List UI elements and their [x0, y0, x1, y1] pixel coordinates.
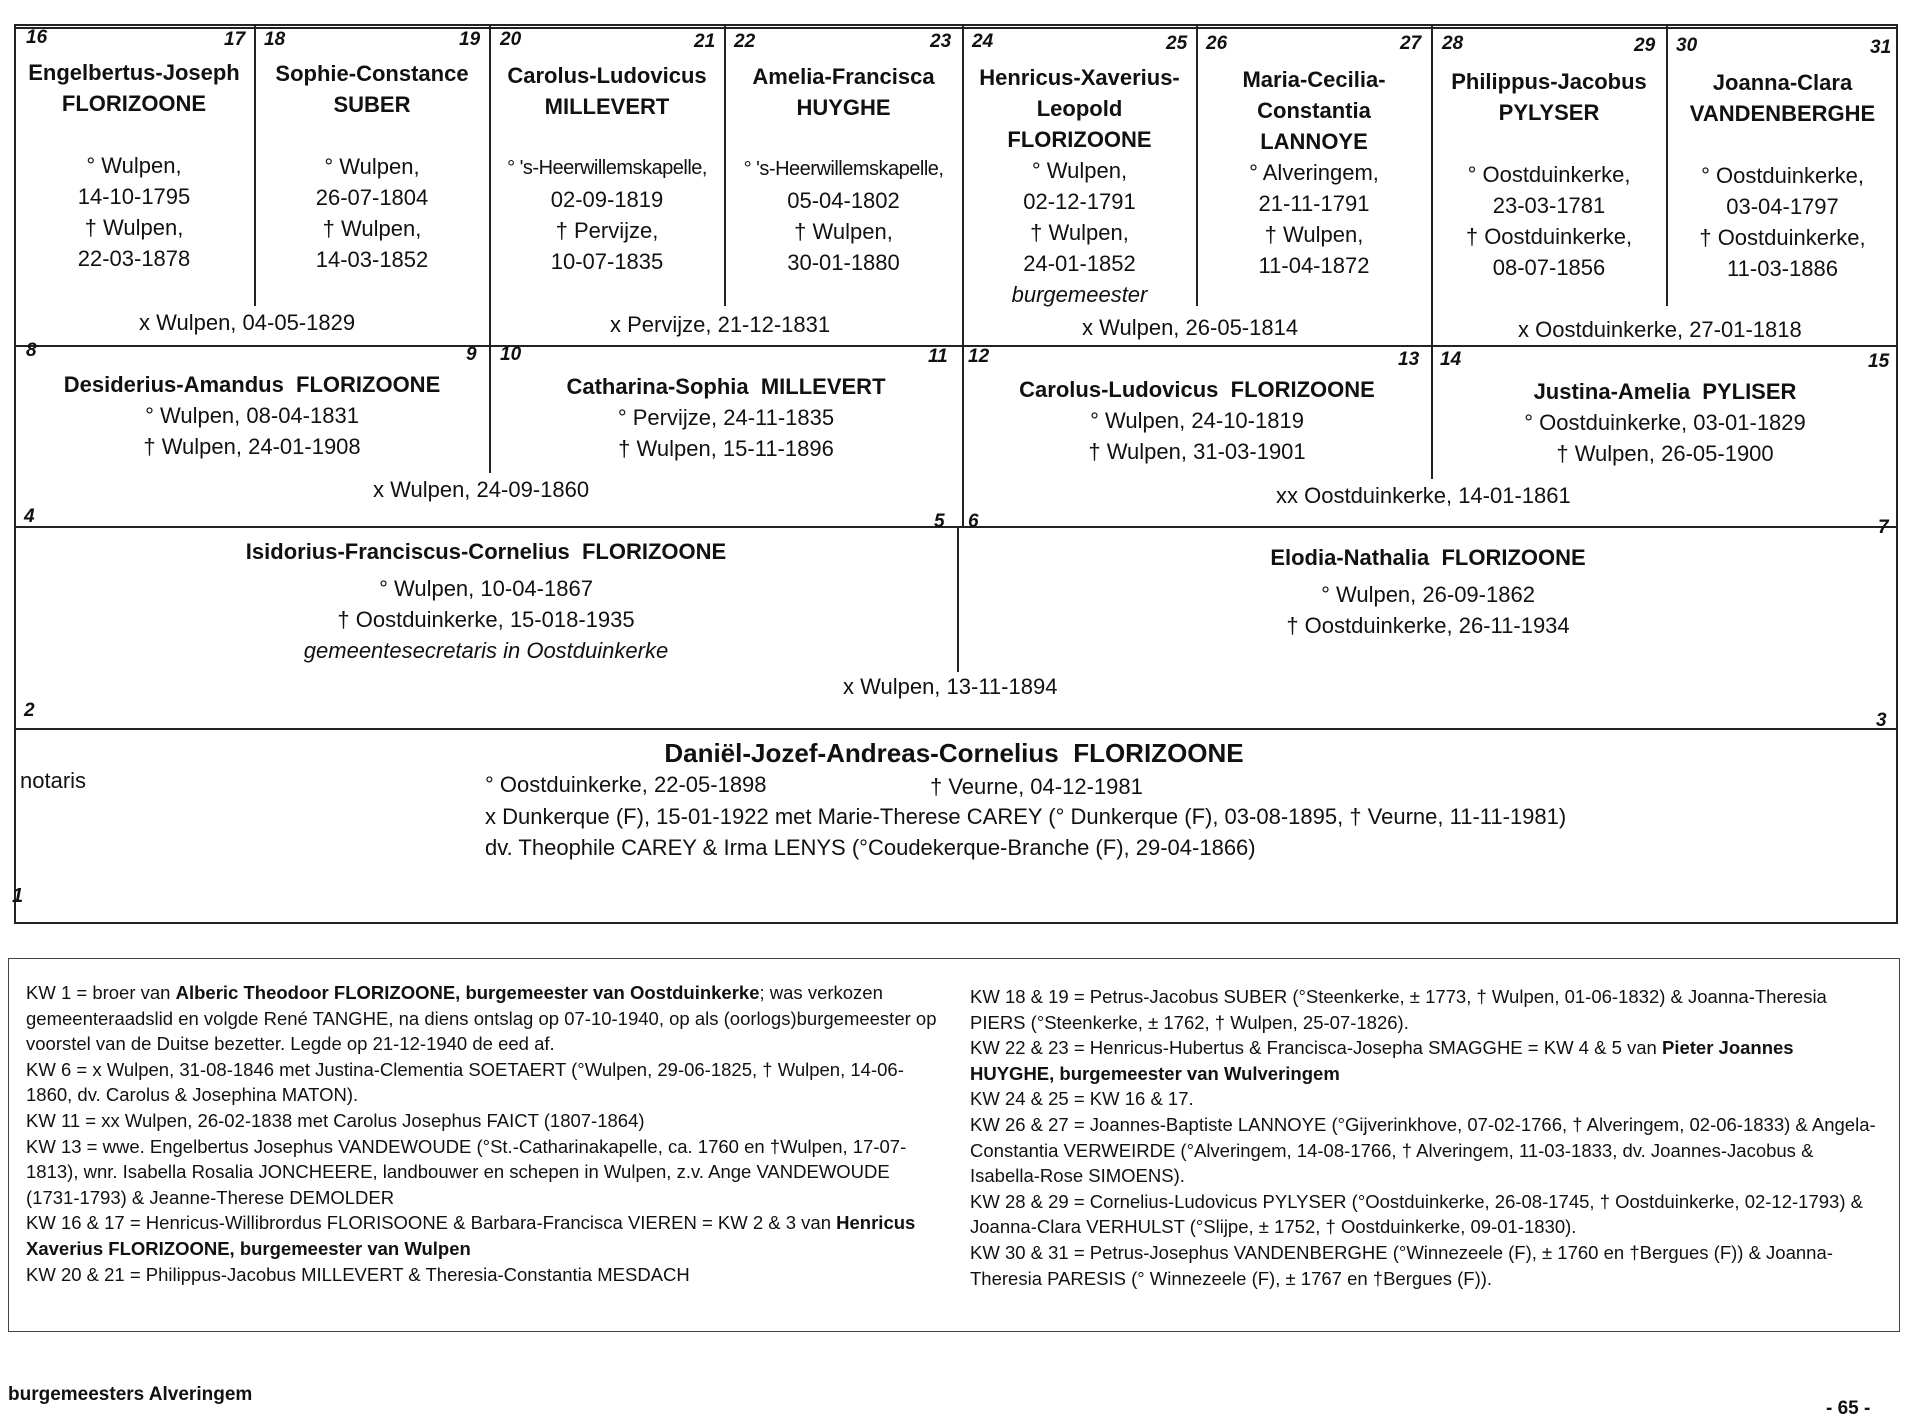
- person-death-place: † Wulpen,: [1264, 222, 1364, 247]
- person-kw4: [16, 536, 956, 666]
- kw-number: 15: [1868, 351, 1890, 372]
- person-first-name: Carolus-Ludovicus: [507, 63, 707, 88]
- person-death: † Wulpen, 24-01-1908: [143, 434, 361, 459]
- person-death-date: 10-07-1835: [550, 249, 664, 274]
- kw-number: 7: [1878, 517, 1889, 538]
- footer-title: burgemeesters Alveringem: [8, 1384, 253, 1405]
- kw-number: 29: [1634, 35, 1656, 56]
- person-birth-place: ° Oostduinkerke,: [1467, 162, 1631, 187]
- kw-number: 5: [934, 511, 945, 532]
- kw-number: 30: [1676, 35, 1698, 56]
- root-birth: ° Oostduinkerke, 22-05-1898: [485, 772, 767, 797]
- note-kw11: KW 11 = xx Wulpen, 26-02-1838 met Carolus Josephus FAICT (1807-1864): [26, 1109, 645, 1131]
- person-birth-place: ° Wulpen,: [1031, 158, 1128, 183]
- marriage-kw24-25: x Wulpen, 26-05-1814: [1082, 315, 1299, 340]
- root-name: Daniël-Jozef-Andreas-Cornelius FLORIZOONE: [664, 738, 1244, 768]
- person-death-date: 14-03-1852: [315, 247, 429, 272]
- person-kw8: [16, 369, 488, 462]
- person-middle-name: Leopold: [1036, 96, 1123, 121]
- kw-number: 21: [694, 31, 716, 52]
- person-name: Catharina-Sophia MILLEVERT: [566, 374, 886, 399]
- note-kw24-25: KW 24 & 25 = KW 16 & 17.: [970, 1088, 1194, 1110]
- kw-number: 1: [12, 885, 24, 907]
- person-birth-place: ° 's-Heerwillemskapelle,: [507, 157, 707, 179]
- kw-number: 23: [930, 31, 952, 52]
- person-name: Carolus-Ludovicus FLORIZOONE: [1019, 377, 1375, 402]
- root-occupation: notaris: [20, 768, 87, 793]
- person-kw30: [1668, 67, 1897, 284]
- person-death-date: 22-03-1878: [77, 246, 191, 271]
- person-birth-date: 21-11-1791: [1258, 191, 1370, 216]
- page-number: - 65 -: [1826, 1398, 1871, 1419]
- kw-number: 27: [1400, 33, 1422, 54]
- person-birth-date: 26-07-1804: [315, 185, 429, 210]
- marriage-kw28-29: x Oostduinkerke, 27-01-1818: [1518, 317, 1802, 342]
- person-birth-date: 14-10-1795: [77, 184, 191, 209]
- person-birth: ° Pervijze, 24-11-1835: [617, 405, 835, 430]
- person-occupation: burgemeester: [1011, 282, 1148, 307]
- kw-number: 31: [1870, 37, 1892, 58]
- kw-number: 13: [1398, 349, 1420, 370]
- row-divider-gen4: [14, 526, 1898, 528]
- kw-number: 28: [1442, 33, 1464, 54]
- kw-number: 14: [1440, 349, 1462, 370]
- person-death-place: † Wulpen,: [322, 216, 422, 241]
- person-surname: FLORIZOONE: [61, 91, 207, 116]
- marriage-kw4-5: x Wulpen, 13-11-1894: [843, 674, 1058, 699]
- person-birth-date: 02-09-1819: [550, 187, 664, 212]
- person-death-place: † Wulpen,: [84, 215, 184, 240]
- person-birth: ° Wulpen, 26-09-1862: [1321, 582, 1535, 607]
- person-death-date: 11-03-1886: [1727, 256, 1838, 281]
- kw-number: 3: [1876, 710, 1887, 731]
- person-name: Elodia-Nathalia FLORIZOONE: [1270, 545, 1586, 570]
- root-marriage: x Dunkerque (F), 15-01-1922 met Marie-Therese CAREY (° Dunkerque (F), 03-08-1895, † Veurne, 11-11-1981): [485, 804, 1567, 829]
- person-first-name: Sophie-Constance: [275, 61, 469, 86]
- note-kw18-19: KW 18 & 19 = Petrus-Jacobus SUBER (°Steenkerke, ± 1773, † Wulpen, 01-06-1832) & Joanna-Theresia PIERS (°Steenkerke, ± 1762, † Wulpen, 25-07-1826).: [970, 986, 1827, 1033]
- kw-number: 2: [24, 700, 35, 721]
- kw-number: 26: [1206, 33, 1228, 54]
- person-middle-name: Constantia: [1257, 98, 1371, 123]
- person-birth: ° Wulpen, 08-04-1831: [145, 403, 359, 428]
- person-kw14: [1433, 376, 1897, 469]
- kw-number: 11: [928, 346, 948, 367]
- person-birth: ° Wulpen, 10-04-1867: [379, 576, 593, 601]
- person-birth: ° Wulpen, 24-10-1819: [1090, 408, 1304, 433]
- note-kw20-21: KW 20 & 21 = Philippus-Jacobus MILLEVERT & Theresia-Constantia MESDACH: [26, 1263, 690, 1285]
- person-kw20: [491, 60, 723, 277]
- person-surname: MILLEVERT: [544, 94, 670, 119]
- note-kw30-31: KW 30 & 31 = Petrus-Josephus VANDENBERGHE (°Winnezeele (F), ± 1760 en †Bergues (F)) & Joanna-Theresia PARESIS (° Winnezeele (F), ± 1767 en †Bergues (F)).: [970, 1241, 1833, 1289]
- person-death-date: 08-07-1856: [1492, 255, 1606, 280]
- marriage-kw16-17: x Wulpen, 04-05-1829: [139, 310, 356, 335]
- kw-number: 12: [968, 346, 990, 367]
- person-death: † Oostduinkerke, 15-018-1935: [337, 607, 635, 632]
- person-first-name: Philippus-Jacobus: [1451, 69, 1647, 94]
- kw-number: 9: [466, 344, 477, 365]
- person-birth-place: ° Wulpen,: [86, 153, 182, 178]
- gen3-partner-divider: [957, 526, 959, 672]
- person-kw16: [16, 57, 252, 274]
- note-kw16-17: KW 16 & 17 = Henricus-Willibrordus FLORISOONE & Barbara-Francisca VIEREN = KW 2 & 3 van Henricus Xaverius FLORIZOONE, burgemeester van Wulpen: [26, 1212, 916, 1259]
- row-divider-gen5: [14, 345, 1898, 347]
- row-divider-gen3: [14, 728, 1898, 730]
- person-birth-place: ° Oostduinkerke,: [1701, 163, 1864, 188]
- kw-number: 8: [26, 340, 37, 361]
- root-death: † Veurne, 04-12-1981: [930, 774, 1143, 799]
- note-kw22-23: KW 22 & 23 = Henricus-Hubertus & Francisca-Josepha SMAGGHE = KW 4 & 5 van Pieter Joannes HUYGHE, burgemeester van Wulveringem: [970, 1037, 1794, 1084]
- kw-number: 18: [264, 29, 286, 50]
- kw-number: 17: [224, 29, 246, 50]
- person-birth-date: 23-03-1781: [1492, 193, 1606, 218]
- person-name: Isidorius-Franciscus-Cornelius FLORIZOONE: [245, 539, 727, 564]
- person-birth-place: ° Wulpen,: [324, 154, 420, 179]
- person-death: † Oostduinkerke, 26-11-1934: [1286, 613, 1570, 638]
- person-death: † Wulpen, 31-03-1901: [1088, 439, 1306, 464]
- marriage-kw12-13: xx Oostduinkerke, 14-01-1861: [1276, 483, 1571, 508]
- person-death: † Wulpen, 15-11-1896: [618, 436, 834, 461]
- person-death-date: 24-01-1852: [1023, 251, 1136, 276]
- person-surname: FLORIZOONE: [1007, 127, 1152, 152]
- person-kw18: [256, 58, 488, 275]
- person-name: Justina-Amelia PYLISER: [1533, 379, 1797, 404]
- root-spouse-parents: dv. Theophile CAREY & Irma LENYS (°Coudekerque-Branche (F), 29-04-1866): [485, 835, 1256, 860]
- person-kw12: [964, 374, 1430, 467]
- person-birth-place: ° 's-Heerwillemskapelle,: [743, 158, 944, 180]
- marriage-kw20-21: x Pervijze, 21-12-1831: [610, 312, 831, 337]
- note-kw6: KW 6 = x Wulpen, 31-08-1846 met Justina-Clementia SOETAERT (°Wulpen, 29-06-1825, † Wulpen, 14-06-1860, dv. Carolus & Josephina MATON).: [26, 1058, 904, 1106]
- person-death-place: † Wulpen,: [1030, 220, 1129, 245]
- person-death-place: † Pervijze,: [555, 218, 659, 243]
- person-birth-date: 02-12-1791: [1023, 189, 1136, 214]
- person-first-name: Joanna-Clara: [1712, 70, 1853, 95]
- notes-left-column: [26, 980, 946, 1287]
- person-kw26: [1198, 64, 1430, 281]
- kw-number: 16: [26, 27, 48, 48]
- kw-number: 10: [500, 344, 522, 365]
- person-surname: VANDENBERGHE: [1689, 101, 1876, 126]
- person-kw24: [964, 62, 1195, 310]
- person-death-place: † Wulpen,: [794, 219, 893, 244]
- person-occupation: gemeentesecretaris in Oostduinkerke: [303, 638, 669, 663]
- person-first-name: Maria-Cecilia-: [1242, 67, 1386, 92]
- person-death: † Wulpen, 26-05-1900: [1556, 441, 1774, 466]
- kw-number: 25: [1166, 33, 1188, 54]
- notes-right-column: [970, 984, 1878, 1291]
- note-kw13: KW 13 = wwe. Engelbertus Josephus VANDEWOUDE (°St.-Catharinakapelle, ca. 1760 en †Wulpen, 17-07-1813), wnr. Isabella Rosalia JONCHEERE, landbouwer en schepen in Wulpen, z.v. Ange VANDEWOUDE (1731-1793) & Jeanne-Therese DEMOLDER: [26, 1135, 907, 1208]
- person-name: Desiderius-Amandus FLORIZOONE: [63, 372, 441, 397]
- person-kw10: [491, 371, 961, 464]
- kw-number: 6: [968, 511, 979, 532]
- person-first-name: Henricus-Xaverius-: [979, 65, 1180, 90]
- marriage-kw8-9: x Wulpen, 24-09-1860: [373, 477, 590, 502]
- person-death-date: 30-01-1880: [787, 250, 900, 275]
- person-surname: PYLYSER: [1498, 100, 1600, 125]
- kw-number: 4: [24, 506, 35, 527]
- person-kw6: [960, 542, 1896, 641]
- person-surname: HUYGHE: [796, 95, 891, 120]
- person-death-date: 11-04-1872: [1258, 253, 1370, 278]
- person-birth-place: ° Alveringem,: [1249, 160, 1379, 185]
- person-surname: SUBER: [333, 92, 411, 117]
- person-first-name: Engelbertus-Joseph: [28, 60, 240, 85]
- person-death-place: † Oostduinkerke,: [1465, 224, 1633, 249]
- note-kw28-29: KW 28 & 29 = Cornelius-Ludovicus PYLYSER (°Oostduinkerke, 26-08-1745, † Oostduinkerke, 02-12-1793) & Joanna-Clara VERHULST (°Slijpe, ± 1752, † Oostduinkerke, 09-01-1830).: [970, 1190, 1863, 1238]
- person-kw22: [726, 61, 961, 278]
- kw-number: 22: [734, 31, 756, 52]
- person-surname: LANNOYE: [1260, 129, 1368, 154]
- person-kw28: [1433, 66, 1665, 283]
- kw-number: 24: [972, 31, 994, 52]
- gen5-header-line: [14, 27, 1898, 29]
- note-kw26-27: KW 26 & 27 = Joannes-Baptiste LANNOYE (°Gijverinkhove, 07-02-1766, † Alveringem, 02-06-1833) & Angela-Constantia VERWEIRDE (°Alveringem, 14-08-1766, † Alveringem, 11-03-1833, dv. Joannes-Jacobus & Isabella-Rose SIMOENS).: [970, 1113, 1876, 1187]
- kw-number: 20: [500, 29, 522, 50]
- person-first-name: Amelia-Francisca: [752, 64, 935, 89]
- kw-number: 19: [459, 29, 481, 50]
- person-birth: ° Oostduinkerke, 03-01-1829: [1524, 410, 1806, 435]
- note-kw1: KW 1 = broer van Alberic Theodoor FLORIZOONE, burgemeester van Oostduinkerke; was verkozen gemeenteraadslid en volgde René TANGHE, na diens ontslag op 07-10-1940, op als (oorlogs)burgemeester op voorstel van de Duitse bezetter. Legde op 21-12-1940 de eed af.: [26, 982, 937, 1055]
- person-birth-date: 05-04-1802: [787, 188, 900, 213]
- person-death-place: † Oostduinkerke,: [1699, 225, 1866, 250]
- person-birth-date: 03-04-1797: [1726, 194, 1839, 219]
